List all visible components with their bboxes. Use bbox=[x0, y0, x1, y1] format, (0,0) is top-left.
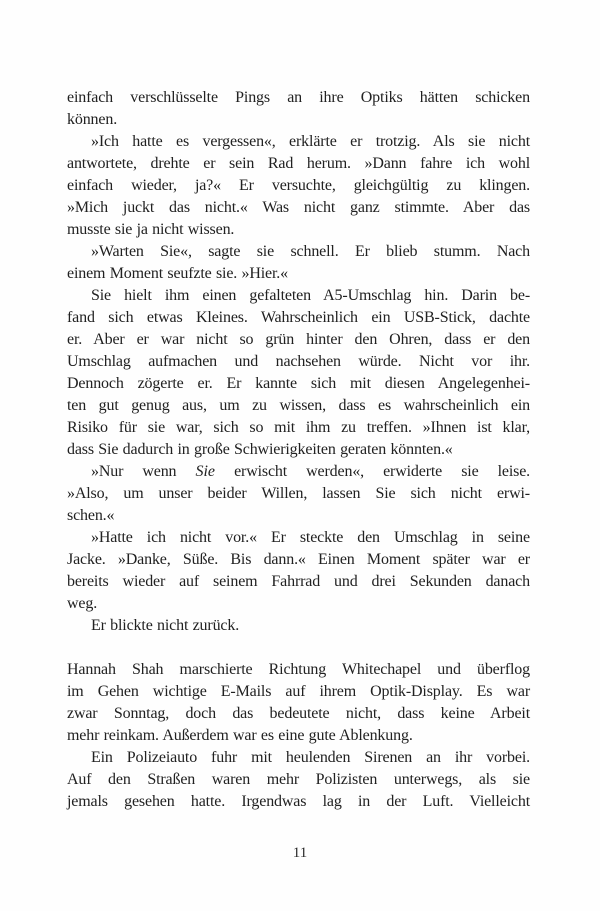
text-line: antwortete, drehte er sein Rad herum. »Dann fahre ich wohl bbox=[67, 155, 530, 172]
text-line: einfach wieder, ja?« Er versuchte, gleichgültig zu klingen. bbox=[67, 177, 530, 194]
text-line: jemals gesehen hatte. Irgendwas lag in der Luft. Vielleicht bbox=[67, 793, 530, 810]
text-line: »Also, um unser beider Willen, lassen Sie sich nicht erwi- bbox=[67, 485, 530, 502]
text-line: Risiko für sie war, sich so mit ihm zu treffen. »Ihnen ist klar, bbox=[67, 419, 530, 436]
text-paragraph bbox=[67, 285, 530, 461]
text-line: »Nur wenn Sie erwischt werden«, erwiderte sie leise. bbox=[91, 463, 530, 480]
text-paragraph bbox=[67, 131, 530, 241]
text-line: Auf den Straßen waren mehr Polizisten unterwegs, als sie bbox=[67, 771, 530, 788]
text-line: Er blickte nicht zurück. bbox=[91, 617, 240, 634]
text-line: Jacke. »Danke, Süße. Bis dann.« Einen Moment später war er bbox=[67, 551, 530, 568]
text-line: er. Aber er war nicht so grün hinter den Ohren, dass er den bbox=[67, 331, 530, 348]
text-line: Sie hielt ihm einen gefalteten A5-Umschlag hin. Darin be- bbox=[91, 287, 530, 304]
text-line: zwar Sonntag, doch das bedeutete nicht, dass keine Arbeit bbox=[67, 705, 530, 722]
text-line: einfach verschlüsselte Pings an ihre Optiks hätten schicken bbox=[67, 89, 530, 106]
text-line: Umschlag aufmachen und nachsehen würde. Nicht vor ihr. bbox=[67, 353, 530, 370]
text-line: bereits wieder auf seinem Fahrrad und drei Sekunden danach bbox=[67, 573, 530, 590]
text-line: weg. bbox=[67, 595, 98, 612]
text-line: ten gut genug aus, um zu wissen, dass es wahrscheinlich ein bbox=[67, 397, 530, 414]
text-line: »Ich hatte es vergessen«, erklärte er trotzig. Als sie nicht bbox=[91, 133, 530, 150]
text-line: »Warten Sie«, sagte sie schnell. Er blieb stumm. Nach bbox=[91, 243, 530, 260]
body-text bbox=[67, 87, 530, 813]
text-line: dass Sie dadurch in große Schwierigkeiten geraten könnten.« bbox=[67, 441, 453, 458]
text-line: musste sie ja nicht wissen. bbox=[67, 221, 235, 238]
text-line: Hannah Shah marschierte Richtung Whitechapel und überflog bbox=[67, 661, 530, 678]
text-line: schen.« bbox=[67, 507, 115, 524]
text-line: im Gehen wichtige E-Mails auf ihrem Optik-Display. Es war bbox=[67, 683, 530, 700]
text-paragraph bbox=[67, 461, 530, 527]
page-number: 11 bbox=[292, 845, 308, 861]
text-paragraph bbox=[67, 527, 530, 615]
text-line: »Hatte ich nicht vor.« Er steckte den Umschlag in seine bbox=[91, 529, 530, 546]
text-line: können. bbox=[67, 111, 118, 128]
text-line: Dennoch zögerte er. Er kannte sich mit diesen Angelegenhei- bbox=[67, 375, 530, 392]
text-line: fand sich etwas Kleines. Wahrscheinlich ein USB-Stick, dachte bbox=[67, 309, 530, 326]
text-line: einem Moment seufzte sie. »Hier.« bbox=[67, 265, 288, 282]
text-line: »Mich juckt das nicht.« Was nicht ganz stimmte. Aber das bbox=[67, 199, 530, 216]
text-paragraph bbox=[67, 241, 530, 285]
text-line: Ein Polizeiauto fuhr mit heulenden Sirenen an ihr vorbei. bbox=[91, 749, 530, 766]
text-paragraph bbox=[67, 659, 530, 747]
text-paragraph bbox=[67, 87, 530, 131]
text-line: mehr reinkam. Außerdem war es eine gute Ablenkung. bbox=[67, 727, 413, 744]
text-paragraph bbox=[67, 615, 530, 637]
text-paragraph bbox=[67, 747, 530, 813]
